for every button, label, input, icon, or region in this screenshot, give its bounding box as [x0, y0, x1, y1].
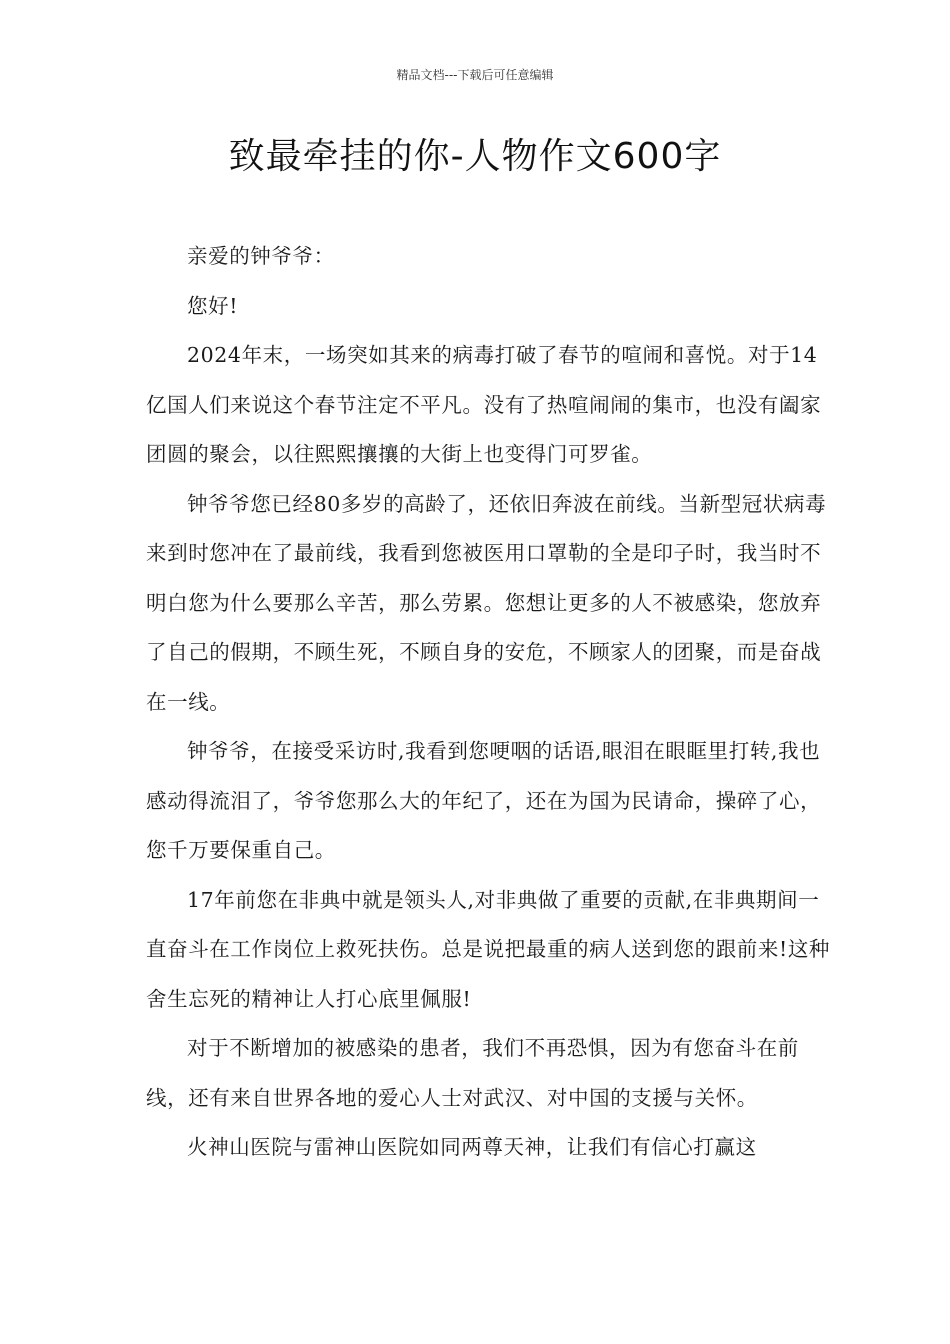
- paragraph: 火神山医院与雷神山医院如同两尊天神，让我们有信心打赢这: [187, 1135, 757, 1159]
- paragraph: 钟爷爷，在接受采访时,我看到您哽咽的话语,眼泪在眼眶里打转,我也感动得流泪了，爷爷您那么大的年纪了，还在为国为民请命，操碎了心，您千万要保重自己。: [146, 739, 822, 862]
- page-title: 致最牵挂的你-人物作文600字: [228, 136, 722, 177]
- paragraph: 2024年末，一场突如其来的病毒打破了春节的喧闹和喜悦。对于14亿国人们来说这个春节注定不平凡。没有了热喧闹闹的集市，也没有阖家团圆的聚会，以往熙熙攘攘的大街上也变得门可罗雀。: [146, 343, 822, 466]
- salutation: 亲爱的钟爷爷：: [187, 244, 335, 268]
- paragraph: 钟爷爷您已经80多岁的高龄了，还依旧奔波在前线。当新型冠状病毒来到时您冲在了最前线，我看到您被医用口罩勒的全是印子时，我当时不明白您为什么要那么辛苦，那么劳累。您想让更多的人不被感染，您放弃了自己的假期，不顾生死，不顾自身的安危，不顾家人的团聚，而是奋战在一线。: [146, 491, 827, 714]
- header-note: 精品文档---下载后可任意编辑: [396, 68, 554, 82]
- article-body: [146, 232, 836, 1173]
- paragraph: 17年前您在非典中就是领头人,对非典做了重要的贡献,在非典期间一直奋斗在工作岗位上救死扶伤。总是说把最重的病人送到您的跟前来!这种舍生忘死的精神让人打心底里佩服!: [146, 887, 831, 1011]
- paragraph: 对于不断增加的被感染的患者，我们不再恐惧，因为有您奋斗在前线，还有来自世界各地的爱心人士对武汉、对中国的支援与关怀。: [146, 1036, 799, 1110]
- greeting: 您好!: [187, 293, 239, 318]
